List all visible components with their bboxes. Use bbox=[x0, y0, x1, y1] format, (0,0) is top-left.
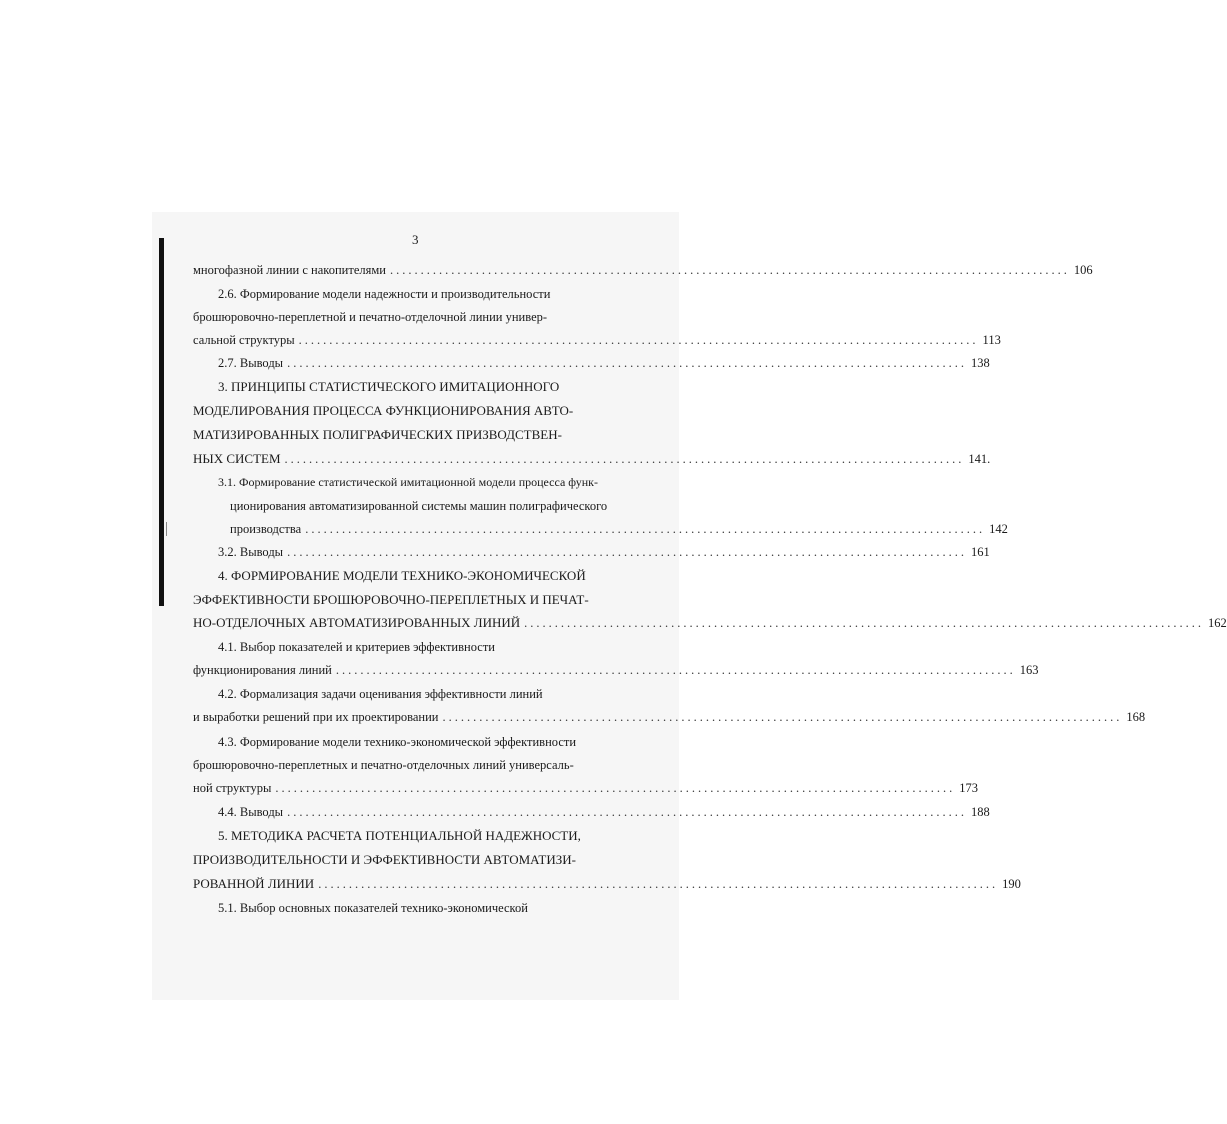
scan-artifact bbox=[166, 522, 167, 536]
toc-line: 4.2. Формализация задачи оценивания эффективности линий bbox=[218, 687, 543, 701]
toc-line: 4.1. Выбор показателей и критериев эффективности bbox=[218, 640, 495, 654]
toc-entry-page: 190 bbox=[1002, 877, 1021, 891]
toc-entry-title: НЫХ СИСТЕМ bbox=[193, 451, 281, 466]
toc-entry-page: 162 bbox=[1208, 616, 1227, 630]
dot-leader: ............................................................................................................... bbox=[318, 877, 999, 891]
page-number: 3 bbox=[412, 232, 419, 247]
toc-line: 3.1. Формирование статистической имитационной модели процесса функ- bbox=[218, 475, 599, 489]
dot-leader: ............................................................................................................... bbox=[442, 710, 1123, 724]
toc-entry bbox=[193, 709, 1146, 725]
toc-entry-page: 161 bbox=[970, 545, 990, 559]
toc-entry bbox=[193, 262, 1093, 278]
dot-leader: ............................................................................................................... bbox=[287, 805, 967, 819]
toc-line: ционирования автоматизированной системы машин полиграфического bbox=[230, 499, 608, 513]
toc-entry bbox=[218, 355, 990, 371]
dot-leader: ............................................................................................................... bbox=[284, 452, 965, 466]
toc-line: брошюровочно-переплетных и печатно-отделочных линий универсаль- bbox=[193, 758, 574, 772]
toc-entry-title: 4.4. Выводы bbox=[218, 805, 284, 819]
toc-line: ПРОИЗВОДИТЕЛЬНОСТИ И ЭФФЕКТИВНОСТИ АВТОМАТИЗИ- bbox=[193, 852, 576, 867]
scan-margin-bar bbox=[159, 238, 164, 606]
toc-entry-page: 113 bbox=[982, 333, 1001, 347]
toc-entry bbox=[193, 780, 978, 796]
dot-leader: ............................................................................................................... bbox=[275, 781, 956, 795]
toc-entry bbox=[218, 804, 990, 820]
dot-leader: ............................................................................................................... bbox=[524, 616, 1205, 630]
toc-entry bbox=[193, 332, 1001, 348]
dot-leader: ............................................................................................................... bbox=[298, 333, 979, 347]
toc-entry-title: многофазной линии с накопителями bbox=[193, 263, 386, 277]
toc-line: 5. МЕТОДИКА РАСЧЕТА ПОТЕНЦИАЛЬНОЙ НАДЕЖНОСТИ, bbox=[218, 828, 581, 843]
toc-entry-title: РОВАННОЙ ЛИНИИ bbox=[193, 876, 315, 891]
toc-line: ЭФФЕКТИВНОСТИ БРОШЮРОВОЧНО-ПЕРЕПЛЕТНЫХ И ПЕЧАТ- bbox=[193, 592, 589, 607]
toc-line: 4. ФОРМИРОВАНИЕ МОДЕЛИ ТЕХНИКО-ЭКОНОМИЧЕСКОЙ bbox=[218, 568, 586, 583]
toc-entry-page: 173 bbox=[959, 781, 978, 795]
toc-entry-title: функционирования линий bbox=[193, 663, 332, 677]
dot-leader: ............................................................................................................... bbox=[287, 356, 967, 370]
toc-entry-page: 142 bbox=[989, 522, 1008, 536]
toc-entry bbox=[218, 544, 990, 560]
toc-line: 2.6. Формирование модели надежности и производительности bbox=[218, 287, 551, 301]
toc-entry bbox=[193, 662, 1039, 678]
toc-entry-title: и выработки решений при их проектировании bbox=[193, 710, 439, 724]
toc-line: 3. ПРИНЦИПЫ СТАТИСТИЧЕСКОГО ИМИТАЦИОННОГО bbox=[218, 379, 560, 394]
toc-entry-page: 188 bbox=[970, 805, 990, 819]
toc-entry-title: 3.2. Выводы bbox=[218, 545, 284, 559]
toc-line: брошюровочно-переплетной и печатно-отделочной линии универ- bbox=[193, 310, 548, 324]
dot-leader: ............................................................................................................... bbox=[335, 663, 1016, 677]
toc-entry-title: сальной структуры bbox=[193, 333, 295, 347]
toc-entry-page: 138 bbox=[970, 356, 990, 370]
toc-line: 5.1. Выбор основных показателей технико-экономической bbox=[218, 901, 528, 915]
toc-line: 4.3. Формирование модели технико-экономической эффективности bbox=[218, 735, 577, 749]
toc-entry bbox=[230, 521, 1008, 537]
toc-entry bbox=[193, 876, 1021, 892]
toc-entry-title: производства bbox=[230, 522, 302, 536]
dot-leader: ............................................................................................................... bbox=[305, 522, 986, 536]
toc-entry-title: 2.7. Выводы bbox=[218, 356, 284, 370]
toc-entry-page: 106 bbox=[1073, 263, 1093, 277]
toc-entry bbox=[193, 451, 991, 467]
toc-entry bbox=[193, 615, 1227, 631]
toc-entry-page: 163 bbox=[1019, 663, 1039, 677]
toc-entry-page: 141. bbox=[968, 452, 991, 466]
toc-entry-title: НО-ОТДЕЛОЧНЫХ АВТОМАТИЗИРОВАННЫХ ЛИНИЙ bbox=[193, 615, 521, 630]
toc-entry-page: 168 bbox=[1126, 710, 1146, 724]
dot-leader: ............................................................................................................... bbox=[287, 545, 967, 559]
dot-leader: ............................................................................................................... bbox=[389, 263, 1070, 277]
toc-line: МАТИЗИРОВАННЫХ ПОЛИГРАФИЧЕСКИХ ПРИЗВОДСТВЕН- bbox=[193, 427, 562, 442]
toc-line: МОДЕЛИРОВАНИЯ ПРОЦЕССА ФУНКЦИОНИРОВАНИЯ АВТО- bbox=[193, 403, 574, 418]
toc-entry-title: ной структуры bbox=[193, 781, 272, 795]
